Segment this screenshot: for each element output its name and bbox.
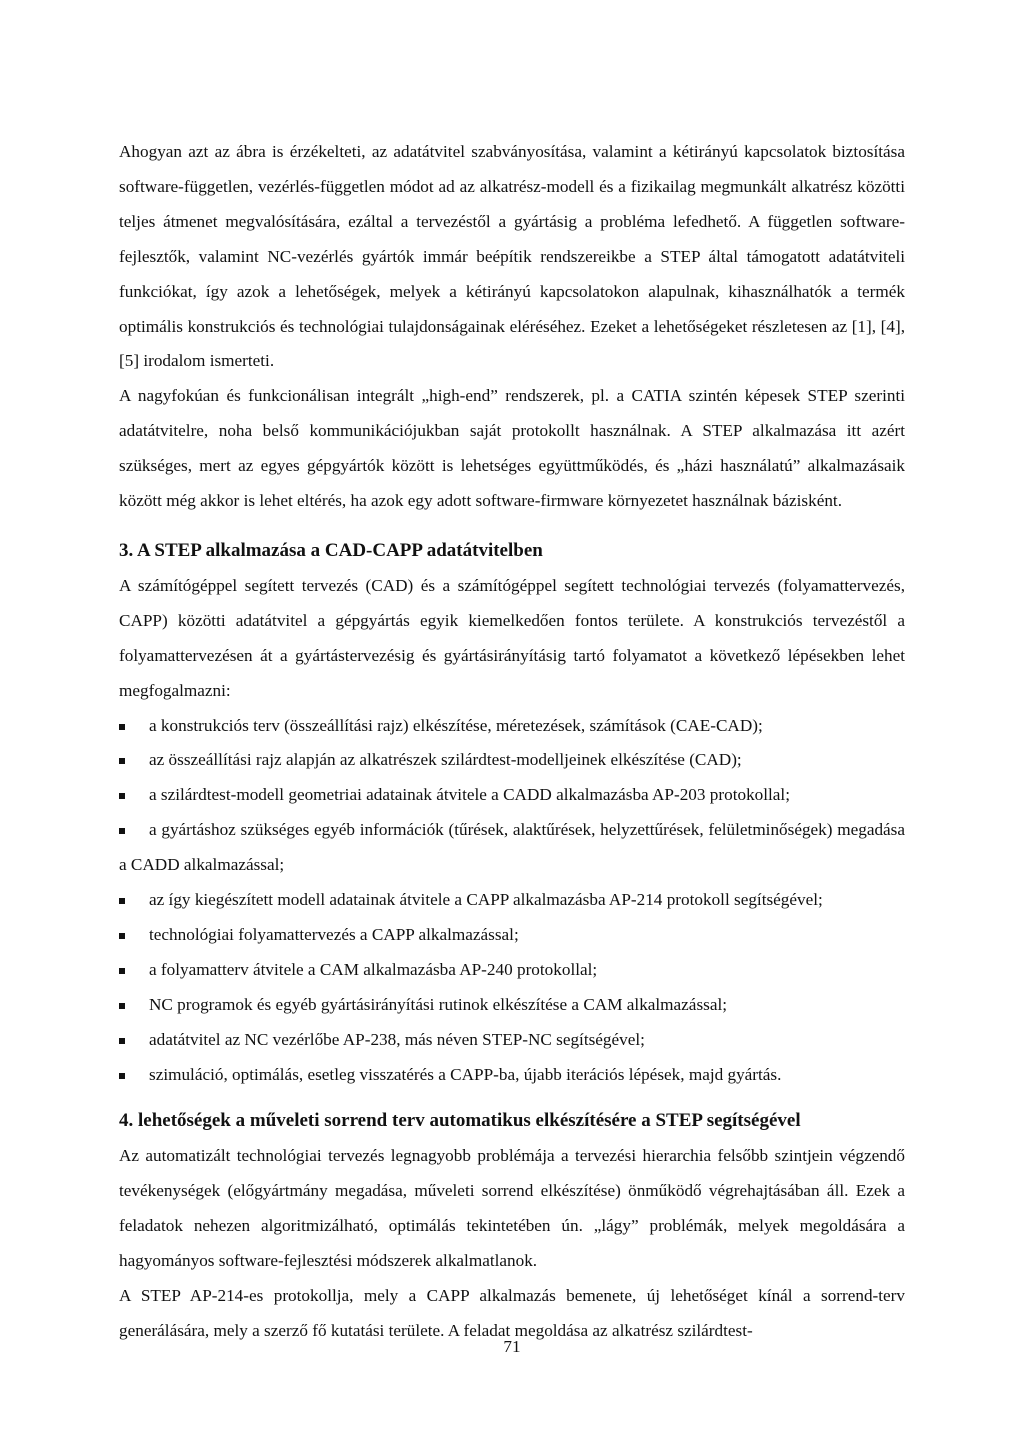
bullet-icon bbox=[119, 1003, 125, 1009]
list-item: a gyártáshoz szükséges egyéb információk (tűrések, alaktűrések, helyzettűrések, felületminőségek) megadása a CADD alkalmazással; bbox=[119, 820, 905, 875]
bullet-icon bbox=[119, 968, 125, 974]
bullet-icon bbox=[119, 933, 125, 939]
section-4-paragraph-1: Az automatizált technológiai tervezés legnagyobb problémája a tervezési hierarchia felsőbb szintjein végzendő tevékenységek (előgyártmány megadása, műveleti sorrend elkészítése) önműködő végrehajtásában áll. Ezek a feladatok nehezen algoritmizálható, optimálás tekintetében ún. „lágy” problémák, melyek megoldására a hagyományos software-fejlesztési módszerek alkalmatlanok. bbox=[119, 1146, 905, 1271]
document-body bbox=[119, 135, 905, 1349]
bullet-icon bbox=[119, 758, 125, 764]
list-item: szimuláció, optimálás, esetleg visszatérés a CAPP-ba, újabb iterációs lépések, majd gyártás. bbox=[119, 1058, 905, 1093]
bullet-icon bbox=[119, 1038, 125, 1044]
list-item: a folyamatterv átvitele a CAM alkalmazásba AP-240 protokollal; bbox=[119, 953, 905, 988]
paragraph-intro-1: Ahogyan azt az ábra is érzékelteti, az adatátvitel szabványosítása, valamint a kétirányú kapcsolatok biztosítása software-független, vezérlés-független módot ad az alkatrész-modell és a fizikailag megmunkált alkatrész közötti teljes átmenet megvalósítására, ezáltal a tervezéstől a gyártásig a probléma lefedhető. A független software-fejlesztők, valamint NC-vezérlés gyártók immár beépítik rendszereikbe a STEP által támogatott adatátviteli funkciókat, így azok a lehetőségek, melyek a kétirányú kapcsolatokon alapulnak, kihasználhatók a termék optimális konstrukciós és technológiai tulajdonságainak eléréséhez. Ezeket a lehetőségeket részletesen az [1], [4], [5] irodalom ismerteti. bbox=[119, 142, 905, 371]
bullet-icon bbox=[119, 898, 125, 904]
list-item: a konstrukciós terv (összeállítási rajz) elkészítése, méretezések, számítások (CAE-CAD); bbox=[119, 709, 905, 744]
bullet-icon bbox=[119, 1073, 125, 1079]
process-steps-list bbox=[119, 709, 905, 1093]
section-4-paragraph-2: A STEP AP-214-es protokollja, mely a CAPP alkalmazás bemenete, új lehetőséget kínál a sorrend-terv generálására, mely a szerző fő kutatási területe. A feladat megoldása az alkatrész szilárdtest- bbox=[119, 1286, 905, 1340]
section-spacer bbox=[119, 519, 905, 534]
bullet-icon bbox=[119, 793, 125, 799]
list-item: az így kiegészített modell adatainak átvitele a CAPP alkalmazásba AP-214 protokoll segítségével; bbox=[119, 883, 905, 918]
page-number: 71 bbox=[503, 1337, 521, 1356]
list-item: az összeállítási rajz alapján az alkatrészek szilárdtest-modelljeinek elkészítése (CAD); bbox=[119, 743, 905, 778]
list-item: adatátvitel az NC vezérlőbe AP-238, más néven STEP-NC segítségével; bbox=[119, 1023, 905, 1058]
section-3-intro: A számítógéppel segített tervezés (CAD) és a számítógéppel segített technológiai tervezés (folyamattervezés, CAPP) közötti adatátvitel a gépgyártás egyik kiemelkedően fontos területe. A konstrukciós tervezéstől a folyamattervezésen át a gyártástervezésig és gyártásirányításig tartó folyamatot a következő lépésekben lehet megfogalmazni: bbox=[119, 575, 905, 700]
bullet-icon bbox=[119, 724, 125, 730]
section-3-heading: 3. A STEP alkalmazása a CAD-CAPP adatátvitelben bbox=[119, 539, 543, 561]
section-spacer bbox=[119, 1092, 905, 1104]
bullet-icon bbox=[119, 828, 125, 834]
section-4-heading: 4. lehetőségek a műveleti sorrend terv automatikus elkészítésére a STEP segítségével bbox=[119, 1110, 801, 1132]
list-item: a szilárdtest-modell geometriai adatainak átvitele a CADD alkalmazásba AP-203 protokollal; bbox=[119, 778, 905, 813]
list-item: NC programok és egyéb gyártásirányítási rutinok elkészítése a CAM alkalmazással; bbox=[119, 988, 905, 1023]
list-item: technológiai folyamattervezés a CAPP alkalmazással; bbox=[119, 918, 905, 953]
paragraph-intro-2: A nagyfokúan és funkcionálisan integrált „high-end” rendszerek, pl. a CATIA szintén képesek STEP szerinti adatátvitelre, noha belső kommunikációjukban saját protokollt használnak. A STEP alkalmazása itt azért szükséges, mert az egyes gépgyártók között is lehetséges együttműködés, és „házi használatú” alkalmazásaik között még akkor is lehet eltérés, ha azok egy adott software-firmware környezetet használnak bázisként. bbox=[119, 386, 905, 511]
